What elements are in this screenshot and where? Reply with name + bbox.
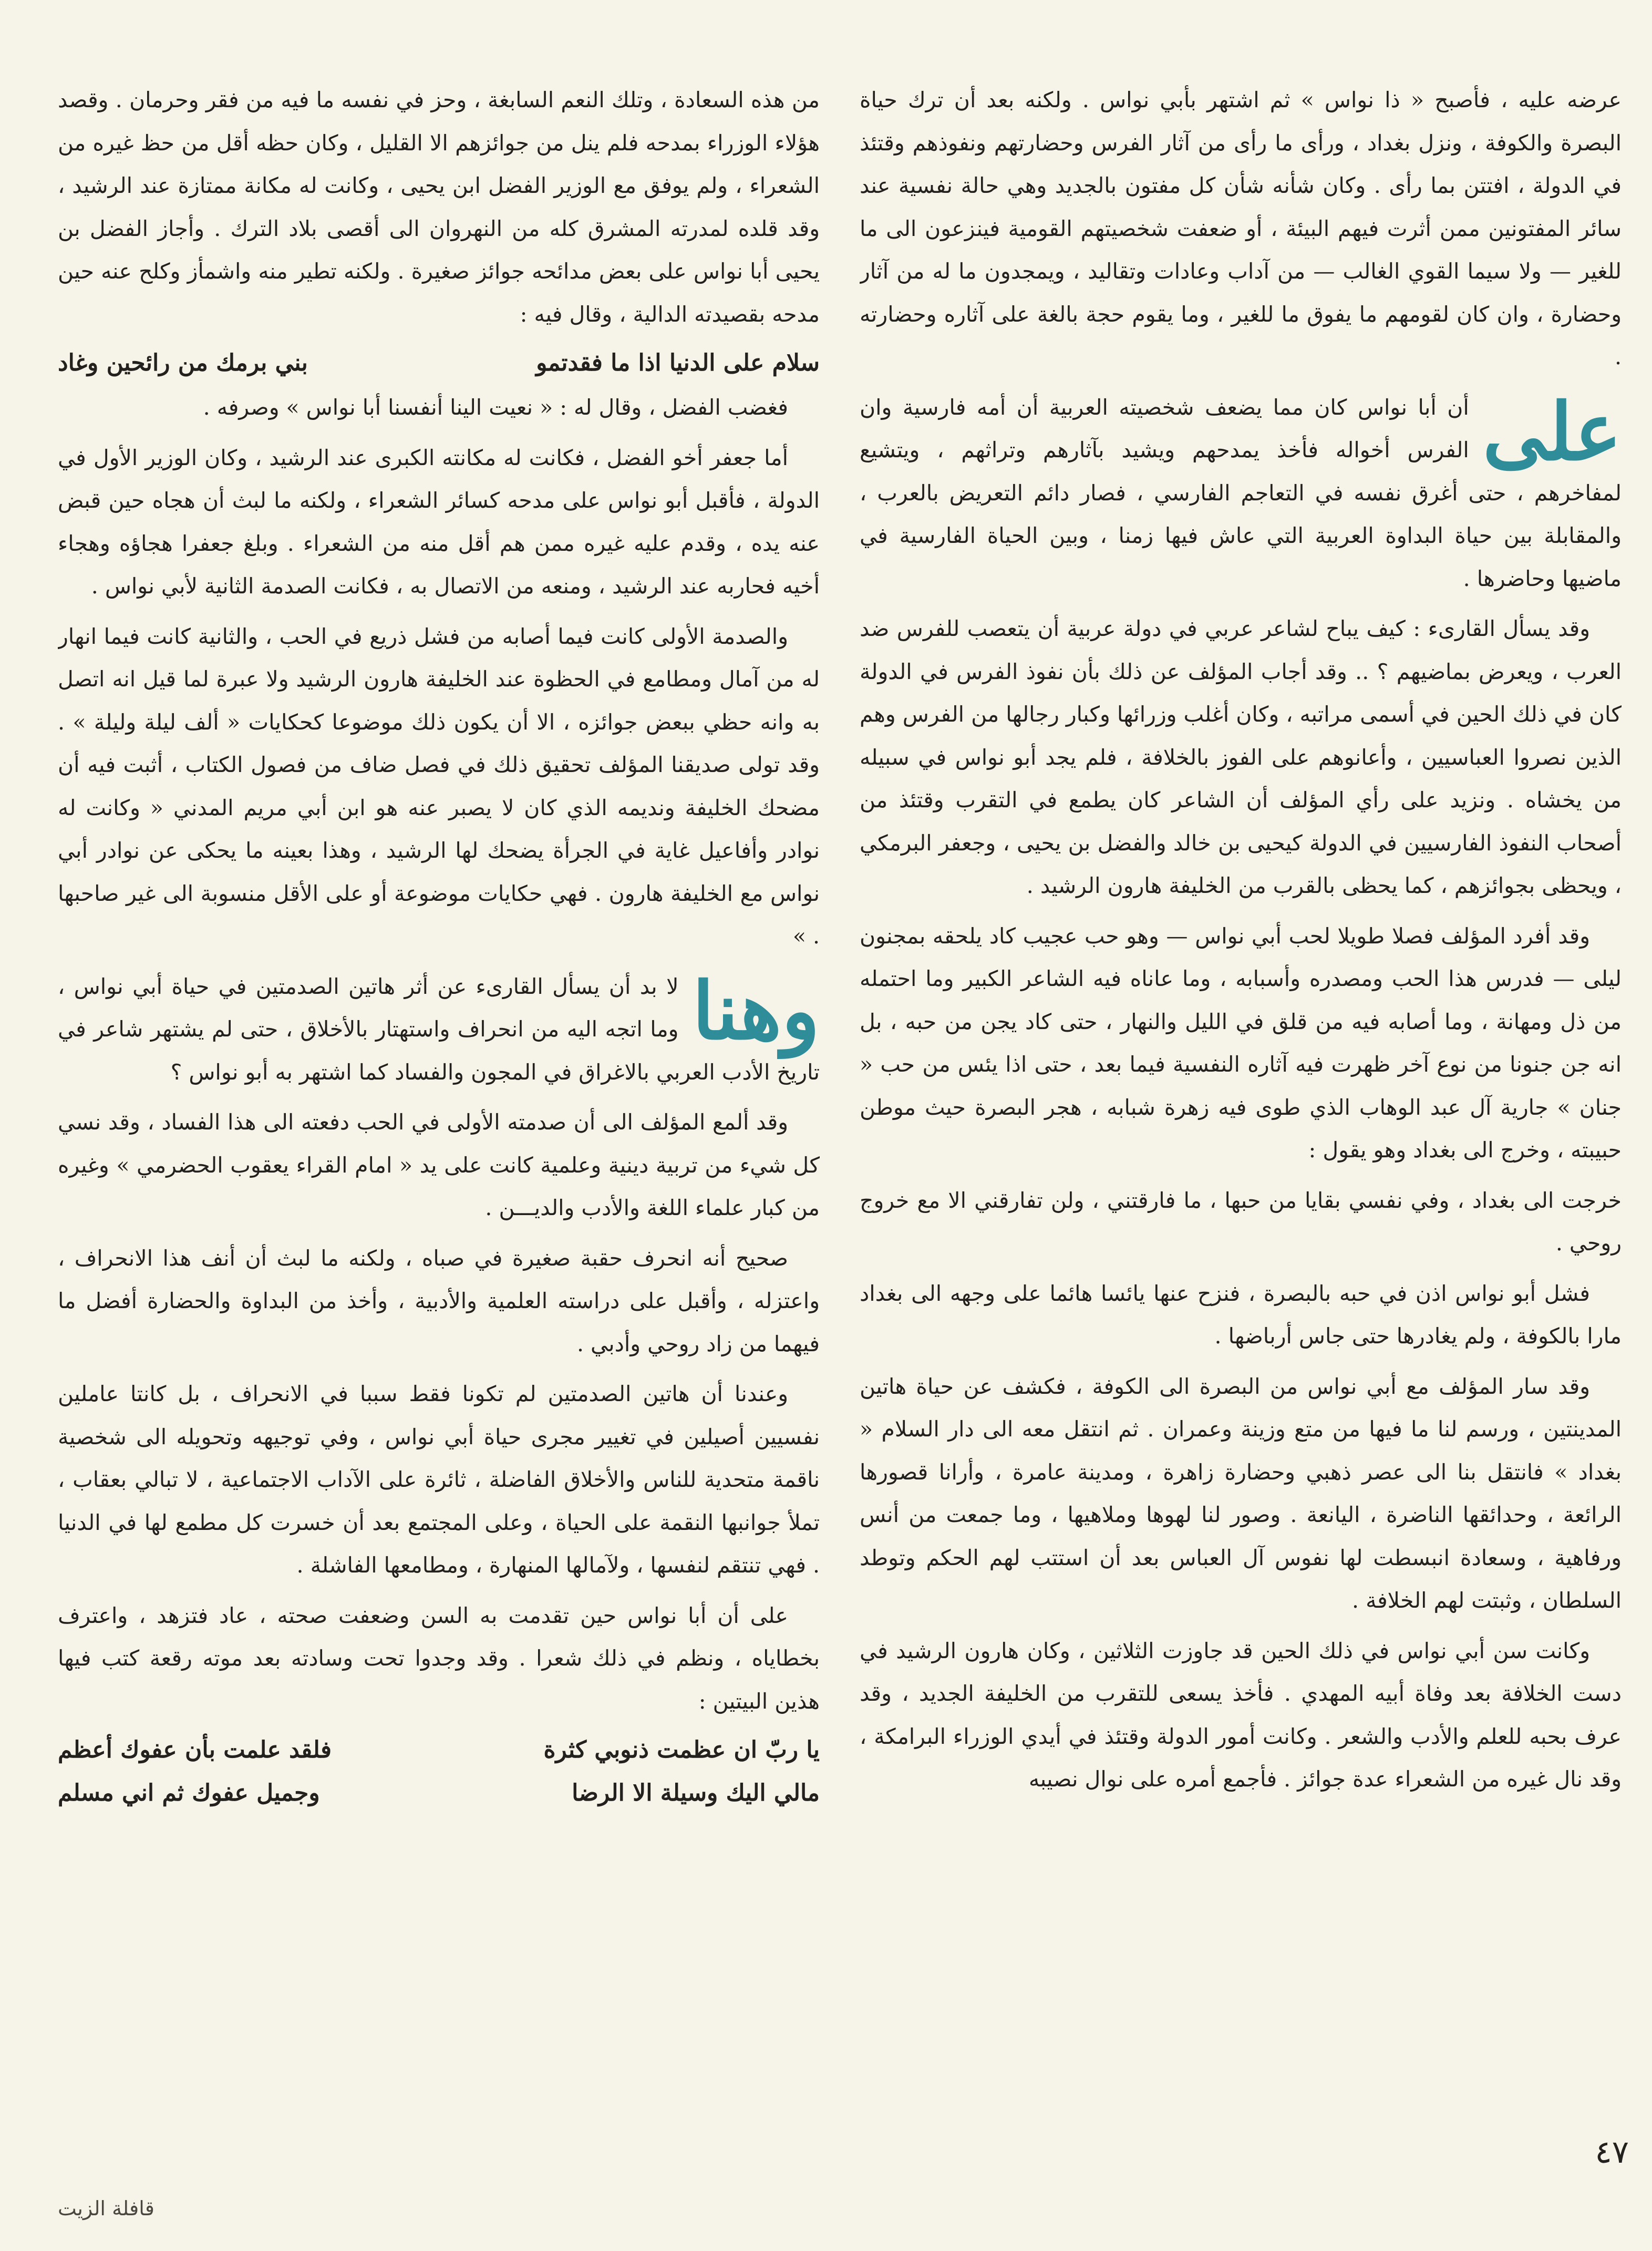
paragraph: فشل أبو نواس اذن في حبه بالبصرة ، فنزح عنها يائسا هائما على وجهه الى بغداد مارا بالكوفة ، ولم يغادرها حتى جاس أرباضها . [860,1280,1622,1349]
verse-hemistich: مالي اليك وسيلة الا الرضا [572,1780,820,1806]
paragraph-text: أن أبا نواس كان مما يضعف شخصيته العربية أن أمه فارسية وان الفرس أخواله فأخذ يمدحهم ويشيد بآثارهم وتراثهم ، ويتشيع لمفاخرهم ، حتى أغرق نفسه في التعاجم الفارسي ، فصار دائم التعريض بالعرب ، والمقابلة بين حياة البداوة العربية التي عاش فيها زمنا ، وبين الحياة الفارسية في ماضيها وحاضرها . [860,394,1622,591]
right-column [860,79,1622,2118]
left-column [58,79,820,2118]
paragraph: وعندنا أن هاتين الصدمتين لم تكونا فقط سببا في الانحراف ، بل كانتا عاملين نفسيين أصيلين في تغيير مجرى حياة أبي نواس ، وفي توجيهه وتحويله الى شخصية ناقمة متحدية للناس والأخلاق الفاضلة ، ثائرة على الآداب الاجتماعية ، لا تبالي بعقاب ، تملأ جوانبها النقمة على الحياة ، وعلى المجتمع بعد أن خسرت كل مطمع لها في الدنيا . فهي تنتقم لنفسها ، ولآمالها المنهارة ، ومطامعها الفاشلة . [58,1381,820,1578]
paragraph: صحيح أنه انحرف حقبة صغيرة في صباه ، ولكنه ما لبث أن أنف هذا الانحراف ، واعتزله ، وأقبل على دراسته العلمية والأدبية ، وأخذ من البداوة والحضارة أفضل ما فيهما من زاد روحي وأدبي . [58,1245,820,1356]
page-number: ٤٧ [1595,2134,1629,2171]
magazine-footer: قافلة الزيت [58,2197,154,2220]
paragraph: من هذه السعادة ، وتلك النعم السابغة ، وحز في نفسه ما فيه من فقر وحرمان . وقصد هؤلاء الوزراء بمدحه فلم ينل من جوائزهم الا القليل ، وكان حظه أقل من حظ غيره من الشعراء ، ولم يوفق مع الوزير الفضل ابن يحيى ، وكانت له مكانة ممتازة عند الرشيد ، وقد قلده لمدرته المشرق كله من النهروان الى أقصى بلاد الترك . وأجاز الفضل بن يحيى أبا نواس على بعض مدائحه جوائز صغيرة . ولكنه تطير منه واشمأز وكلح عنه حين مدحه بقصيدته الدالية ، وقال فيه : [58,87,820,327]
paragraph: فغضب الفضل ، وقال له : « نعيت الينا أنفسنا أبا نواس » وصرفه . [203,395,788,420]
verse-hemistich: وجميل عفوك ثم اني مسلم [58,1780,320,1806]
verse-hemistich: سلام على الدنيا اذا ما فقدتمو [536,350,820,376]
paragraph-with-dropcap [58,965,820,1094]
verse-hemistich: بني برمك من رائحين وغاد [58,350,308,376]
paragraph: على أن أبا نواس حين تقدمت به السن وضعفت صحته ، عاد فتزهد ، واعترف بخطاياه ، ونظم في ذلك شعرا . وقد وجدوا تحت وسادته بعد موته رقعة كتب فيها هذين البيتين : [58,1602,820,1714]
paragraph: وقد سار المؤلف مع أبي نواس من البصرة الى الكوفة ، فكشف عن حياة هاتين المدينتين ، ورسم لنا ما فيها من متع وزينة وعمران . ثم انتقل معه الى دار السلام « بغداد » فانتقل بنا الى عصر ذهبي وحضارة زاهرة ، ومدينة عامرة ، وأرانا قصورها الرائعة ، وحدائقها الناضرة ، اليانعة . وصور لنا لهوها وملاهيها ، وما جمعت من أنس ورفاهية ، وسعادة انبسطت لها نفوس آل العباس بعد أن استتب لهم الحكم وتوطد السلطان ، وثبتت لهم الخلافة . [860,1373,1622,1613]
paragraph: وقد أفرد المؤلف فصلا طويلا لحب أبي نواس — وهو حب عجيب كاد يلحقه بمجنون ليلى — فدرس هذا الحب ومصدره وأسبابه ، وما عاناه فيه الشاعر الكبير وما احتمله من ذل ومهانة ، وما أصابه فيه من قلق في الليل والنهار ، حتى كاد يجن من حبه ، بل انه جن جنونا من نوع آخر ظهرت فيه آثاره النفسية فيما بعد ، حتى اذا يئس من حب « جنان » جارية آل عبد الوهاب الذي طوى فيه زهرة شبابه ، هجر البصرة حيث موطن حبيبته ، وخرج الى بغداد وهو يقول : [860,923,1622,1163]
paragraph: وقد ألمع المؤلف الى أن صدمته الأولى في الحب دفعته الى هذا الفساد ، وقد نسي كل شيء من تربية دينية وعلمية كانت على يد « امام القراء يعقوب الحضرمي » وغيره من كبار علماء اللغة والأدب والديـــن . [58,1109,820,1220]
dropcap: على [1482,385,1622,478]
quote-paragraph: خرجت الى بغداد ، وفي نفسي بقايا من حبها ، ما فارقتني ، ولن تفارقني الا مع خروج روحي . [860,1187,1622,1256]
paragraph-text: لا بد أن يسأل القارىء عن أثر هاتين الصدمتين في حياة أبي نواس ، وما اتجه اليه من انحراف واستهتار بالأخلاق ، حتى لم يشتهر شاعر في تاريخ الأدب العربي بالاغراق في المجون والفساد كما اشتهر به أبو نواس ؟ [58,973,820,1085]
paragraph: وقد يسأل القارىء : كيف يباح لشاعر عربي في دولة عربية أن يتعصب للفرس ضد العرب ، ويعرض بماضيهم ؟ .. وقد أجاب المؤلف عن ذلك بأن نفوذ الفرس في الدولة كان في ذلك الحين في أسمى مراتبه ، وكان أغلب وزرائها وكبار رجالها من الفرس وهم الذين نصروا العباسيين ، وأعانوهم على الفوز بالخلافة ، فلم يجد أبو نواس في سبيله من يخشاه . ونزيد على رأي المؤلف أن الشاعر كان يطمع في التقرب وقتئذ من أصحاب النفوذ الفارسيين في الدولة كيحيى بن خالد والفضل بن يحيى ، وجعفر البرمكي ، ويحظى بجوائزهم ، كما يحظى بالقرب من الخليفة هارون الرشيد . [860,616,1622,898]
paragraph-with-dropcap [860,386,1622,601]
paragraph: والصدمة الأولى كانت فيما أصابه من فشل ذريع في الحب ، والثانية كانت فيما انهار له من آمال ومطامع في الحظوة عند الخليفة هارون الرشيد ولا عبرة لما قيل انه اتصل به وانه حظي ببعض جوائزه ، الا أن يكون ذلك موضوعا كحكايات « ألف ليلة وليلة » . وقد تولى صديقنا المؤلف تحقيق ذلك في فصل ضاف من فصول الكتاب ، أثبت فيه أن مضحك الخليفة ونديمه الذي كان لا يصبر عنه هو ابن أبي مريم المدني « وكانت له نوادر وأفاعيل غاية في الجرأة يضحك لها الرشيد ، وهذا بعينه ما يحكى عن نوادر أبي نواس مع الخليفة هارون . فهي حكايات موضوعة أو على الأقل منسوبة الى غير صاحبها . » [58,623,820,949]
dropcap: وهنا [692,964,820,1057]
paragraph: وكانت سن أبي نواس في ذلك الحين قد جاوزت الثلاثين ، وكان هارون الرشيد في دست الخلافة بعد وفاة أبيه المهدي . فأخذ يسعى للتقرب من الخليفة الجديد ، وقد عرف بحبه للعلم والأدب والشعر . وكانت أمور الدولة وقتئذ في أيدي الوزراء البرامكة ، وقد نال غيره من الشعراء عدة جوائز . فأجمع أمره على نوال نصيبه [860,1638,1622,1792]
verse-line [58,1730,820,1770]
verse-line [58,343,820,383]
verse-hemistich: يا ربّ ان عظمت ذنوبي كثرة [543,1736,820,1763]
paragraph: عرضه عليه ، فأصبح « ذا نواس » ثم اشتهر بأبي نواس . ولكنه بعد أن ترك حياة البصرة والكوفة ، ونزل بغداد ، ورأى ما رأى من آثار الفرس وحضارتهم ونفوذهم وقتئذ في الدولة ، افتتن بما رأى . وكان شأنه شأن كل مفتون بالجديد وهي حالة نفسية عند سائر المفتونين ممن أثرت فيهم البيئة ، أو ضعفت شخصيتهم القومية فينزعون الى ما للغير — ولا سيما القوي الغالب — من آداب وعادات وتقاليد ، ويمجدون ما له من آثار وحضارة ، وان كان لقومهم ما يفوق ما للغير ، وما يقوم حجة بالغة على آثاره وحضارته . [860,87,1622,369]
verse-line [58,1773,820,1813]
paragraph: أما جعفر أخو الفضل ، فكانت له مكانته الكبرى عند الرشيد ، وكان الوزير الأول في الدولة ، فأقبل أبو نواس على مدحه كسائر الشعراء ، ولكنه ما لبث أن هجاه حين قبض عنه يده ، وقدم عليه غيره ممن هم أقل منه من الشعراء . وبلغ جعفرا هجاؤه وهجاء أخيه فحاربه عند الرشيد ، ومنعه من الاتصال به ، فكانت الصدمة الثانية لأبي نواس . [58,445,820,599]
verse-hemistich: فلقد علمت بأن عفوك أعظم [58,1736,332,1763]
